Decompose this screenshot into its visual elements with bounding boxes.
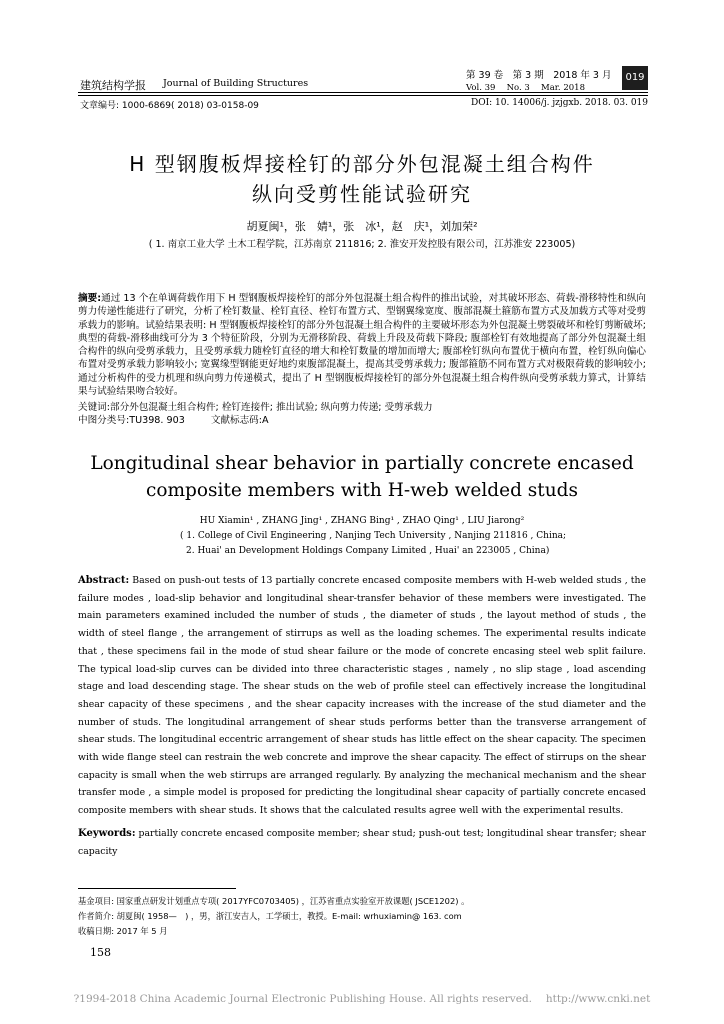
title-cn-line-1: H 型钢腹板焊接栓钉的部分外包混凝土组合构件 xyxy=(129,152,595,176)
authors-en: HU Xiamin¹ , ZHANG Jing¹ , ZHANG Bing¹ , ZHAO Qing¹ , LIU Jiarong² xyxy=(199,516,525,526)
keywords-en-label: Keywords: xyxy=(78,828,136,839)
keywords-cn xyxy=(78,399,433,413)
header-rule-thick xyxy=(78,92,648,93)
footnote-funding: 基金项目: 国家重点研发计划重点专项( 2017YFC0703405) ，江苏省重点实验室开放课题( JSCE1202) 。 xyxy=(78,896,470,906)
header-rule-thin xyxy=(78,95,648,96)
doc-code: A xyxy=(262,415,269,426)
abstract-en xyxy=(78,572,646,820)
classification-codes xyxy=(78,412,269,426)
volume-issue-en: Vol. 39 No. 3 Mar. 2018 xyxy=(466,83,585,93)
authors-cn: 胡夏闽¹，张 婧¹，张 冰¹，赵 庆¹，刘加荣² xyxy=(246,220,478,233)
article-number: 文章编号: 1000-6869( 2018) 03-0158-09 xyxy=(80,101,259,111)
abstract-cn-label: 摘要: xyxy=(78,293,102,304)
journal-name-cn: 建筑结构学报 xyxy=(80,79,146,92)
title-en-line-1: Longitudinal shear behavior in partially concrete encased xyxy=(90,453,634,474)
footnote-received-date: 收稿日期: 2017 年 5 月 xyxy=(78,926,168,936)
affiliation-en-2: 2. Huai' an Development Holdings Company Limited , Huai' an 223005 , China) xyxy=(186,546,550,556)
keywords-cn-text: 部分外包混凝土组合构件; 栓钉连接件; 推出试验; 纵向剪力传递; 受剪承载力 xyxy=(110,402,433,413)
volume-issue-cn: 第 39 卷 第 3 期 2018 年 3 月 xyxy=(466,70,612,81)
doi: DOI: 10. 14006/j. jzjgxb. 2018. 03. 019 xyxy=(470,98,648,108)
abstract-cn-text: 通过 13 个在单调荷载作用下 H 型钢腹板焊接栓钉的部分外包混凝土组合构件的推出试验，对其破坏形态、荷载-滑移特性和纵向剪力传递性能进行了研究，分析了栓钉数量、栓钉直径、栓钉布置方式、型钢翼缘宽度、腹部混凝土箍筋布置方式及加载方式等对受剪承载力的影响。试验结果表明: H 型钢腹板焊接栓钉的部分外包混凝土组合构件的主要破坏形态为外包混凝土劈裂破坏和栓钉剪断破坏; 典型的荷载-滑移曲线可分为 3 个特征阶段，分别为无滑移阶段、荷载上升段及荷载下降段; 腹部栓钉有效地提高了部分外包混凝土组合构件的纵向受剪承载力，且受剪承载力随栓钉直径的增大和栓钉数量的增加而增大; 腹部栓钉纵向布置优于横向布置，栓钉纵向偏心布置对受剪承载力影响较小; 宽翼缘型钢能更好地约束腹部混凝土，提高其受剪承载力; 腹部箍筋不同布置方式对极限荷载的影响较小; 通过分析构件的受力机理和纵向剪力传递模式，提出了 H 型钢腹板焊接栓钉的部分外包混凝土组合构件纵向受剪承载力算式，计算结果与试验结果吻合较好。 xyxy=(78,293,646,398)
header-page-badge: 019 xyxy=(622,66,648,90)
journal-name-en: Journal of Building Structures xyxy=(163,78,309,89)
title-en-line-2: composite members with H-web welded studs xyxy=(145,480,578,501)
copyright-watermark: ?1994-2018 China Academic Journal Electronic Publishing House. All rights reserved. http://www.cnki.net xyxy=(73,993,651,1005)
keywords-en xyxy=(78,825,646,860)
doc-code-label: 文献标志码: xyxy=(210,415,263,426)
clc-label: 中图分类号: xyxy=(78,415,130,426)
keywords-cn-label: 关键词: xyxy=(78,402,111,413)
affiliation-en-1: ( 1. College of Civil Engineering , Nanjing Tech University , Nanjing 211816 , China; xyxy=(180,531,567,541)
footnote-rule xyxy=(78,888,236,889)
clc-code: TU398. 903 xyxy=(129,415,185,426)
affiliations-cn: ( 1. 南京工业大学 土木工程学院，江苏南京 211816; 2. 淮安开发控股有限公司，江苏淮安 223005) xyxy=(148,239,576,250)
footnote-author-bio: 作者简介: 胡夏闽( 1958— ) ，男，浙江安吉人，工学硕士，教授。E-mail: wrhuxiamin@ 163. com xyxy=(78,911,462,921)
keywords-en-text: partially concrete encased composite member; shear stud; push-out test; longitudinal shear transfer; shear capacity xyxy=(78,828,646,857)
abstract-en-text: Based on push-out tests of 13 partially concrete encased composite members with H-web welded studs , the failure modes , load-slip behavior and longitudinal shear-transfer behavior of these members were investigated. The main parameters examined included the number of studs , the diameter of studs , the layout method of studs , the width of steel flange , the arrangement of stirrups as well as the loading schemes. The experimental results indicate that , these specimens fail in the mode of stud shear failure or the mode of concrete encasing steel web split failure. The typical load-slip curves can be divided into three characteristic stages , namely , no slip stage , load ascending stage and load descending stage. The shear studs on the web of profile steel can effectively increase the longitudinal shear capacity of these specimens , and the shear capacity increases with the increase of the stud diameter and the number of studs. The longitudinal arrangement of shear studs performs better than the transverse arrangement of shear studs. The longitudinal eccentric arrangement of shear studs has little effect on the shear capacity. The specimen with wide flange steel can restrain the web concrete and improve the shear capacity. The effect of stirrups on the shear capacity is small when the web stirrups are arranged regularly. By analyzing the mechanical mechanism and the shear transfer mode , a simple model is proposed for predicting the longitudinal shear capacity of partially concrete encased composite members with shear studs. It shows that the calculated results agree well with the experimental results. xyxy=(78,575,646,817)
title-cn-line-2: 纵向受剪性能试验研究 xyxy=(252,182,472,206)
page-number: 158 xyxy=(90,946,111,959)
abstract-cn xyxy=(78,292,646,398)
abstract-en-label: Abstract: xyxy=(78,575,130,586)
